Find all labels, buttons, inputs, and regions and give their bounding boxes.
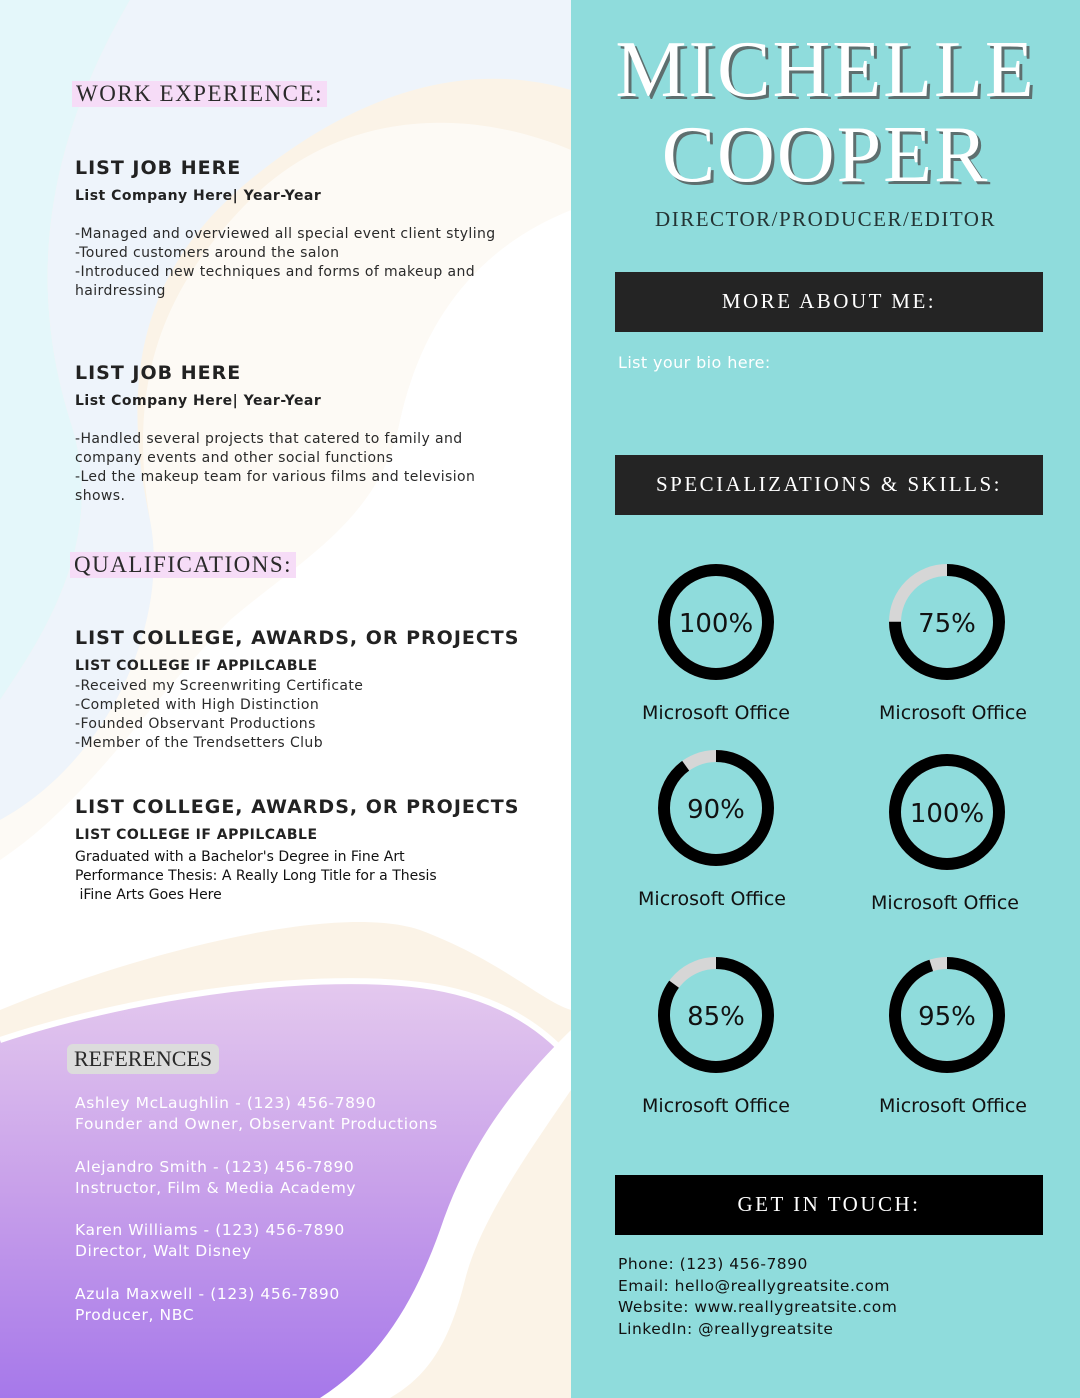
skill-percent: 75% [918, 609, 976, 639]
job-bullet: -Introduced new techniques and forms of makeup and [75, 264, 476, 280]
skill-percent: 100% [909, 799, 985, 829]
skill-label: Microsoft Office [879, 1095, 1027, 1117]
contact-website: Website: www.reallygreatsite.com [618, 1298, 898, 1316]
skill-item [616, 748, 816, 910]
job-bullet: -Led the makeup team for various films and television [75, 469, 476, 485]
skill-progress-ring [656, 955, 776, 1075]
qualification-line: iFine Arts Goes Here [75, 887, 222, 903]
skill-label: Microsoft Office [642, 702, 790, 724]
reference-role: Producer, NBC [75, 1306, 195, 1324]
skill-item [847, 955, 1047, 1117]
reference-entry [75, 1093, 438, 1135]
qualification-line: -Completed with High Distinction [75, 697, 320, 713]
contact-heading: GET IN TOUCH: [615, 1175, 1043, 1235]
job-bullet: -Handled several projects that catered to family and [75, 431, 463, 447]
qualification-subtitle: LIST COLLEGE IF APPILCABLE [75, 827, 318, 843]
skill-label: Microsoft Office [642, 1095, 790, 1117]
contact-email: Email: hello@reallygreatsite.com [618, 1276, 890, 1295]
references-heading: REFERENCES [67, 1044, 219, 1074]
right-panel [571, 0, 1080, 1398]
about-me-heading: MORE ABOUT ME: [615, 272, 1043, 332]
job-bullet: -Toured customers around the salon [75, 245, 340, 261]
qualification-line: -Received my Screenwriting Certificate [75, 678, 364, 694]
qualifications-heading: QUALIFICATIONS: [70, 552, 296, 578]
bio-text: List your bio here: [618, 353, 771, 372]
skill-percent: 85% [687, 1002, 745, 1032]
skill-label: Microsoft Office [871, 892, 1019, 914]
skill-item [616, 955, 816, 1117]
job-company: List Company Here| Year-Year [75, 393, 322, 409]
skill-percent: 95% [918, 1002, 976, 1032]
skill-progress-ring [656, 748, 776, 868]
contact-phone: Phone: (123) 456-7890 [618, 1255, 808, 1273]
skills-heading: SPECIALIZATIONS & SKILLS: [615, 455, 1043, 515]
qualification-line: -Founded Observant Productions [75, 716, 316, 732]
first-name: MICHELLE [615, 26, 1036, 114]
job-bullet: hairdressing [75, 283, 166, 299]
skill-percent: 100% [678, 609, 754, 639]
job-role: DIRECTOR/PRODUCER/EDITOR [655, 207, 996, 231]
skill-progress-ring [887, 562, 1007, 682]
reference-name: Ashley McLaughlin - (123) 456-7890 [75, 1094, 377, 1112]
qualification-line: Performance Thesis: A Really Long Title for a Thesis [75, 868, 437, 884]
qualification-subtitle: LIST COLLEGE IF APPILCABLE [75, 658, 318, 674]
skill-item [847, 562, 1047, 724]
job-bullets [75, 225, 496, 301]
reference-name: Karen Williams - (123) 456-7890 [75, 1221, 345, 1239]
qualification-line: -Member of the Trendsetters Club [75, 735, 323, 751]
skill-progress-ring [656, 562, 776, 682]
last-name: COOPER [661, 111, 990, 199]
skill-progress-ring [887, 955, 1007, 1075]
reference-name: Azula Maxwell - (123) 456-7890 [75, 1285, 340, 1303]
job-bullet: -Managed and overviewed all special event client styling [75, 226, 496, 242]
qualification-lines [75, 848, 437, 905]
job-company: List Company Here| Year-Year [75, 188, 322, 204]
reference-name: Alejandro Smith - (123) 456-7890 [75, 1158, 355, 1176]
qualification-title: LIST COLLEGE, AWARDS, OR PROJECTS [75, 627, 520, 649]
reference-entry [75, 1220, 345, 1262]
reference-role: Founder and Owner, Observant Productions [75, 1115, 438, 1133]
reference-role: Instructor, Film & Media Academy [75, 1179, 357, 1197]
contact-linkedin: LinkedIn: @reallygreatsite [618, 1319, 834, 1338]
qualification-lines [75, 677, 363, 753]
qualification-line: Graduated with a Bachelor's Degree in Fine Art [75, 849, 405, 865]
reference-entry [75, 1157, 356, 1199]
skill-percent: 90% [687, 795, 745, 825]
skill-progress-ring [887, 752, 1007, 872]
job-bullet: company events and other social functions [75, 450, 394, 466]
reference-role: Director, Walt Disney [75, 1242, 252, 1260]
skill-item [616, 562, 816, 724]
skill-item [847, 752, 1047, 914]
job-bullet: shows. [75, 488, 126, 504]
qualification-title: LIST COLLEGE, AWARDS, OR PROJECTS [75, 796, 520, 818]
skill-label: Microsoft Office [879, 702, 1027, 724]
work-experience-heading: WORK EXPERIENCE: [72, 81, 327, 107]
job-title: LIST JOB HERE [75, 157, 242, 179]
reference-entry [75, 1284, 340, 1326]
job-title: LIST JOB HERE [75, 362, 242, 384]
contact-info [618, 1254, 897, 1340]
skill-label: Microsoft Office [638, 888, 786, 910]
job-bullets [75, 430, 475, 506]
